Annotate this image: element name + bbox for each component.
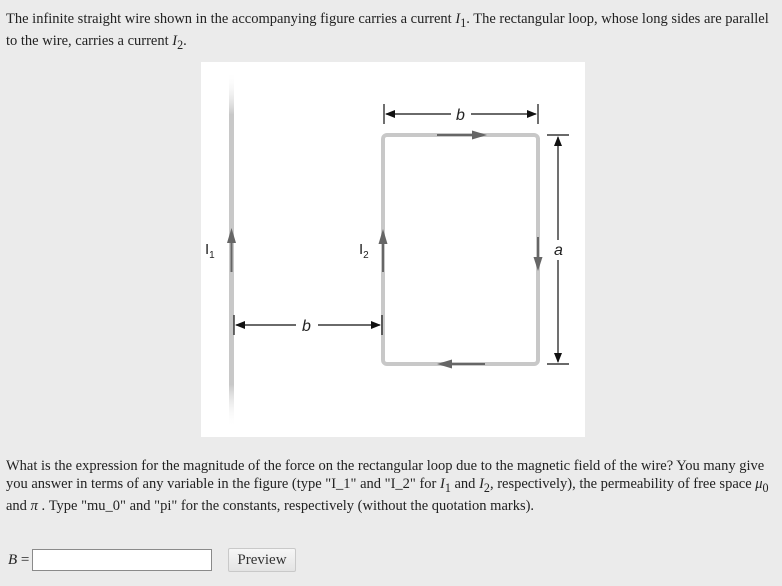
preview-button[interactable]: Preview [228, 548, 295, 572]
gap-dimension-label: b [302, 318, 311, 335]
loop-left-arrow [379, 229, 388, 272]
wire-current-label: $I_1$ [205, 241, 215, 261]
top-dimension-label: b [456, 107, 465, 124]
loop-bottom-arrow [437, 360, 485, 369]
question-text: What is the expression for the magnitude of the force on the rectangular loop due to the magnetic field of the wire? You many give you answer in terms of any variable in the figure (type "I_1" and "I_2" for $I_1$ and $I_2$, respectively), the permeability of free space $\mu_0$ and π . Type "mu_0" and "pi" for the constants, respectively (without the quotation marks). [6, 458, 769, 514]
answer-row [8, 548, 296, 572]
loop-right-arrow [534, 237, 543, 271]
answer-input[interactable] [32, 549, 212, 571]
problem-intro: The infinite straight wire shown in the accompanying figure carries a current $I_1$. The rectangular loop, whose long sides are parallel to the wire, carries a current $I_2$. [6, 11, 769, 52]
wire-loop-figure [201, 62, 585, 437]
loop-top-arrow [437, 131, 487, 140]
wire-current-arrow [227, 228, 236, 272]
loop-current-label: $I_2$ [359, 241, 369, 261]
rectangular-loop [383, 135, 538, 364]
answer-label: B = [8, 552, 30, 568]
side-dimension-label: a [554, 242, 563, 259]
